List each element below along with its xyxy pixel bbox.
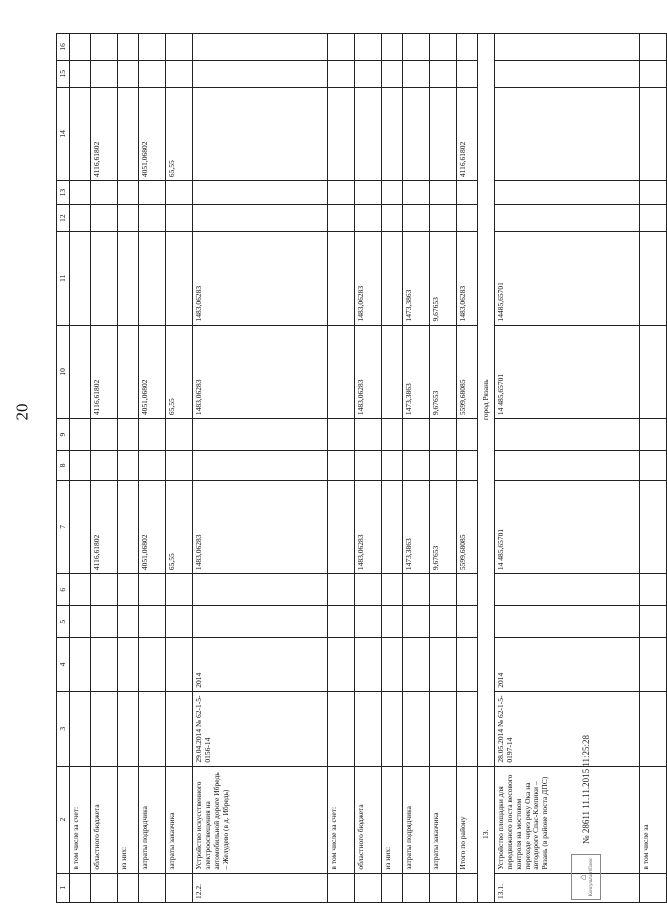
col-header: 6	[57, 574, 70, 606]
table-cell	[118, 419, 139, 451]
table-cell	[430, 574, 457, 606]
table-cell	[70, 451, 91, 480]
table-row	[70, 34, 91, 903]
table-cell	[328, 638, 355, 691]
table-cell	[328, 574, 355, 606]
table-cell	[166, 574, 193, 606]
table-row	[118, 34, 139, 903]
table-cell	[193, 34, 328, 61]
table-cell	[640, 419, 667, 451]
table-row	[403, 34, 430, 903]
table-cell	[382, 638, 403, 691]
table-cell	[495, 205, 640, 232]
table-row	[91, 34, 118, 903]
table-cell	[91, 60, 118, 87]
col-header: 8	[57, 451, 70, 480]
col-header: 4	[57, 638, 70, 691]
table-cell	[640, 480, 667, 574]
table-cell: 1483,06283	[355, 325, 382, 419]
table-cell: 1473,3863	[403, 325, 430, 419]
table-cell	[403, 419, 430, 451]
table-cell	[355, 34, 382, 61]
table-cell	[139, 34, 166, 61]
table-cell: 65,55	[166, 87, 193, 181]
table-cell	[403, 574, 430, 606]
table-cell	[355, 691, 382, 766]
table-cell	[495, 34, 640, 61]
table-cell	[403, 873, 430, 902]
table-cell	[430, 691, 457, 766]
table-cell: Устройство искусственного электроосвещения на автомобильной дороге Ибредь – Желудево (в д. Ибредь)	[193, 766, 328, 873]
table-cell: 9,67653	[430, 325, 457, 419]
header-row	[57, 34, 70, 903]
table-cell: 9,67653	[430, 480, 457, 574]
table-cell: 4051,06802	[139, 325, 166, 419]
table-cell	[91, 691, 118, 766]
table-cell	[355, 606, 382, 638]
table-cell	[430, 205, 457, 232]
table-cell: 1483,06283	[457, 231, 478, 325]
table-cell: областного бюджета	[91, 766, 118, 873]
table-cell	[355, 205, 382, 232]
table-cell: затраты заказчика	[166, 766, 193, 873]
table-cell	[166, 205, 193, 232]
table-cell	[495, 419, 640, 451]
table-cell	[457, 205, 478, 232]
col-header: 13	[57, 181, 70, 205]
table-cell	[403, 34, 430, 61]
table-cell	[91, 451, 118, 480]
table-cell: Устройство площадки для передвижного поста весового контроля на мостовом переходе через реку Ока на автодороге Спас-Клепики – Рязань (в районе поста ДПС)	[495, 766, 640, 873]
table-cell	[355, 60, 382, 87]
table-cell	[328, 87, 355, 181]
table-cell: 13.1.	[495, 873, 640, 902]
table-cell	[382, 87, 403, 181]
table-cell	[166, 181, 193, 205]
table-cell	[193, 60, 328, 87]
table-cell	[495, 60, 640, 87]
table-cell	[382, 231, 403, 325]
col-header: 11	[57, 231, 70, 325]
col-header: 16	[57, 34, 70, 61]
table-cell	[70, 325, 91, 419]
table-cell	[328, 691, 355, 766]
table-cell: затраты подрядчика	[403, 766, 430, 873]
table-cell	[640, 205, 667, 232]
table-cell	[355, 87, 382, 181]
table-cell	[193, 205, 328, 232]
table-cell	[91, 638, 118, 691]
table-cell	[457, 60, 478, 87]
table-cell	[328, 325, 355, 419]
col-header: 2	[57, 766, 70, 873]
col-header: 15	[57, 60, 70, 87]
table-cell	[640, 325, 667, 419]
table-cell: 4116,61802	[91, 480, 118, 574]
table-cell	[70, 205, 91, 232]
table-cell: Итого по району	[457, 766, 478, 873]
col-header: 7	[57, 480, 70, 574]
table-cell	[640, 606, 667, 638]
table-cell	[355, 574, 382, 606]
table-cell	[495, 574, 640, 606]
table-cell	[430, 873, 457, 902]
table-cell	[382, 606, 403, 638]
table-cell	[382, 419, 403, 451]
page-number: 20	[12, 403, 31, 421]
table-cell	[382, 480, 403, 574]
table-cell	[118, 87, 139, 181]
table-cell	[382, 205, 403, 232]
table-cell	[355, 451, 382, 480]
table-cell: 2014	[193, 638, 328, 691]
table-cell	[70, 606, 91, 638]
table-cell	[457, 574, 478, 606]
table-cell: 65,55	[166, 325, 193, 419]
table-cell: 1483,06283	[355, 480, 382, 574]
table-cell	[70, 574, 91, 606]
table-cell: 5599,68085	[457, 480, 478, 574]
table-cell	[403, 638, 430, 691]
table-cell	[495, 606, 640, 638]
col-header: 10	[57, 325, 70, 419]
table-cell	[328, 480, 355, 574]
table-cell	[166, 231, 193, 325]
table-cell	[495, 181, 640, 205]
table-cell: 2014	[495, 638, 640, 691]
table-cell: 4116,61802	[91, 325, 118, 419]
table-cell	[355, 419, 382, 451]
table-cell	[403, 205, 430, 232]
table-cell: 4116,61802	[91, 87, 118, 181]
table-cell	[118, 451, 139, 480]
table-cell	[640, 231, 667, 325]
table-cell	[382, 574, 403, 606]
table-cell: 5599,68085	[457, 325, 478, 419]
table-cell	[355, 181, 382, 205]
table-cell	[328, 34, 355, 61]
col-header: 14	[57, 87, 70, 181]
table-cell	[640, 181, 667, 205]
table-cell	[118, 873, 139, 902]
table-row	[328, 34, 355, 903]
table-cell: 1483,06283	[193, 325, 328, 419]
table-cell	[139, 873, 166, 902]
table-cell	[91, 34, 118, 61]
table-cell	[91, 205, 118, 232]
table-cell	[166, 873, 193, 902]
table-cell	[403, 87, 430, 181]
table-cell	[430, 87, 457, 181]
table-cell: 14485,65701	[495, 231, 640, 325]
table-cell	[328, 181, 355, 205]
table-cell	[139, 691, 166, 766]
table-cell	[166, 638, 193, 691]
table-cell	[382, 34, 403, 61]
table-cell	[118, 181, 139, 205]
table-cell	[328, 419, 355, 451]
table-cell: 1473,3863	[403, 480, 430, 574]
table-cell	[328, 606, 355, 638]
table-cell	[118, 34, 139, 61]
table-cell: 14 485,65701	[495, 325, 640, 419]
table-cell	[495, 87, 640, 181]
table-row	[139, 34, 166, 903]
table-cell	[495, 451, 640, 480]
table-row	[430, 34, 457, 903]
table-cell: 4116,61802	[457, 87, 478, 181]
table-cell	[457, 451, 478, 480]
table-cell	[118, 60, 139, 87]
table-cell	[118, 480, 139, 574]
table-cell	[382, 873, 403, 902]
table-cell	[118, 205, 139, 232]
table-cell	[70, 181, 91, 205]
document-sheet	[56, 33, 650, 903]
consultant-logo: ⌂ КонсультантПлюс	[571, 854, 601, 900]
table-cell	[403, 606, 430, 638]
col-header: 12	[57, 205, 70, 232]
table-cell	[382, 60, 403, 87]
table-cell: областного бюджета	[355, 766, 382, 873]
table-cell	[640, 638, 667, 691]
table-cell	[457, 873, 478, 902]
table-cell	[640, 34, 667, 61]
table-cell: 29.04.2014 № 62-1-5-0156-14	[193, 691, 328, 766]
table-cell: 65,55	[166, 480, 193, 574]
table-cell	[355, 638, 382, 691]
table-cell	[139, 574, 166, 606]
table-cell	[139, 231, 166, 325]
table-cell	[139, 638, 166, 691]
table-cell: 13.	[478, 766, 495, 902]
table-cell: 4051,06802	[139, 87, 166, 181]
table-cell: из них:	[382, 766, 403, 873]
table-cell	[457, 419, 478, 451]
table-cell	[118, 691, 139, 766]
table-cell	[193, 451, 328, 480]
table-cell	[640, 451, 667, 480]
table-cell	[70, 87, 91, 181]
table-row	[193, 34, 328, 903]
table-cell	[139, 451, 166, 480]
table-row	[382, 34, 403, 903]
table-cell	[166, 451, 193, 480]
section-row	[478, 34, 495, 903]
table-cell	[118, 606, 139, 638]
table-cell: 28.05.2014 № 62-1-5-0197-14	[495, 691, 640, 766]
col-header: 1	[57, 873, 70, 902]
table-cell	[328, 60, 355, 87]
table-cell	[139, 205, 166, 232]
table-cell	[70, 480, 91, 574]
table-cell	[139, 419, 166, 451]
table-cell	[91, 873, 118, 902]
table-cell	[70, 873, 91, 902]
table-cell	[193, 181, 328, 205]
table-cell	[91, 181, 118, 205]
table-cell	[70, 34, 91, 61]
table-cell	[166, 34, 193, 61]
col-header: 5	[57, 606, 70, 638]
table-cell	[193, 87, 328, 181]
table-cell	[139, 181, 166, 205]
table-cell	[640, 574, 667, 606]
table-cell	[403, 691, 430, 766]
table-cell	[457, 606, 478, 638]
table-cell: 1473,3863	[403, 231, 430, 325]
table-cell	[640, 691, 667, 766]
table-row	[355, 34, 382, 903]
document-reference: № 28611 11.11.2015 11:25:28	[581, 734, 591, 844]
col-header: 3	[57, 691, 70, 766]
table-cell	[91, 231, 118, 325]
table-cell	[457, 638, 478, 691]
table-cell	[430, 181, 457, 205]
table-cell	[328, 873, 355, 902]
table-cell	[70, 691, 91, 766]
table-cell	[430, 606, 457, 638]
table-cell	[355, 873, 382, 902]
table-cell: 9,67653	[430, 231, 457, 325]
table-cell	[70, 638, 91, 691]
table-cell: город Рязань	[478, 34, 495, 767]
table-cell	[166, 60, 193, 87]
table-cell	[430, 451, 457, 480]
table-cell	[91, 606, 118, 638]
table-cell: 1483,06283	[193, 480, 328, 574]
col-header: 9	[57, 419, 70, 451]
table-cell	[193, 574, 328, 606]
table-cell	[328, 231, 355, 325]
table-cell	[457, 691, 478, 766]
table-cell	[118, 325, 139, 419]
table-cell	[457, 34, 478, 61]
table-cell	[328, 451, 355, 480]
table-cell	[91, 574, 118, 606]
table-cell	[403, 60, 430, 87]
table-cell: 4051,06802	[139, 480, 166, 574]
table-cell	[118, 574, 139, 606]
table-cell	[139, 60, 166, 87]
table-cell	[139, 606, 166, 638]
table-cell	[382, 451, 403, 480]
table-cell: в том числе за	[640, 766, 667, 873]
table-cell	[382, 325, 403, 419]
table-cell	[166, 691, 193, 766]
table-cell: 12.2.	[193, 873, 328, 902]
table-cell: 1483,06283	[355, 231, 382, 325]
table-cell	[430, 34, 457, 61]
table-cell	[382, 691, 403, 766]
table-cell: из них:	[118, 766, 139, 873]
table-cell: в том числе за счет:	[328, 766, 355, 873]
table-cell	[403, 451, 430, 480]
table-cell	[640, 60, 667, 87]
table-cell	[70, 419, 91, 451]
table-cell	[70, 60, 91, 87]
table-cell	[430, 638, 457, 691]
table-cell	[70, 231, 91, 325]
table-cell	[640, 87, 667, 181]
table-cell	[91, 419, 118, 451]
table-cell: затраты заказчика	[430, 766, 457, 873]
table-cell	[640, 873, 667, 902]
table-cell	[118, 231, 139, 325]
table-cell	[457, 181, 478, 205]
table-cell	[430, 419, 457, 451]
table-row	[457, 34, 478, 903]
table-row	[640, 34, 667, 903]
table-cell: 14 485,65701	[495, 480, 640, 574]
table-cell: 1483,06283	[193, 231, 328, 325]
table-cell	[193, 419, 328, 451]
table-cell	[328, 205, 355, 232]
footer-stamp	[566, 640, 606, 900]
table-cell	[166, 606, 193, 638]
table-cell: в том числе за счет:	[70, 766, 91, 873]
table-cell	[403, 181, 430, 205]
table-cell	[166, 419, 193, 451]
table-cell	[430, 60, 457, 87]
table-cell: затраты подрядчика	[139, 766, 166, 873]
table-cell	[118, 638, 139, 691]
table-row	[166, 34, 193, 903]
table-cell	[382, 181, 403, 205]
table-cell	[193, 606, 328, 638]
